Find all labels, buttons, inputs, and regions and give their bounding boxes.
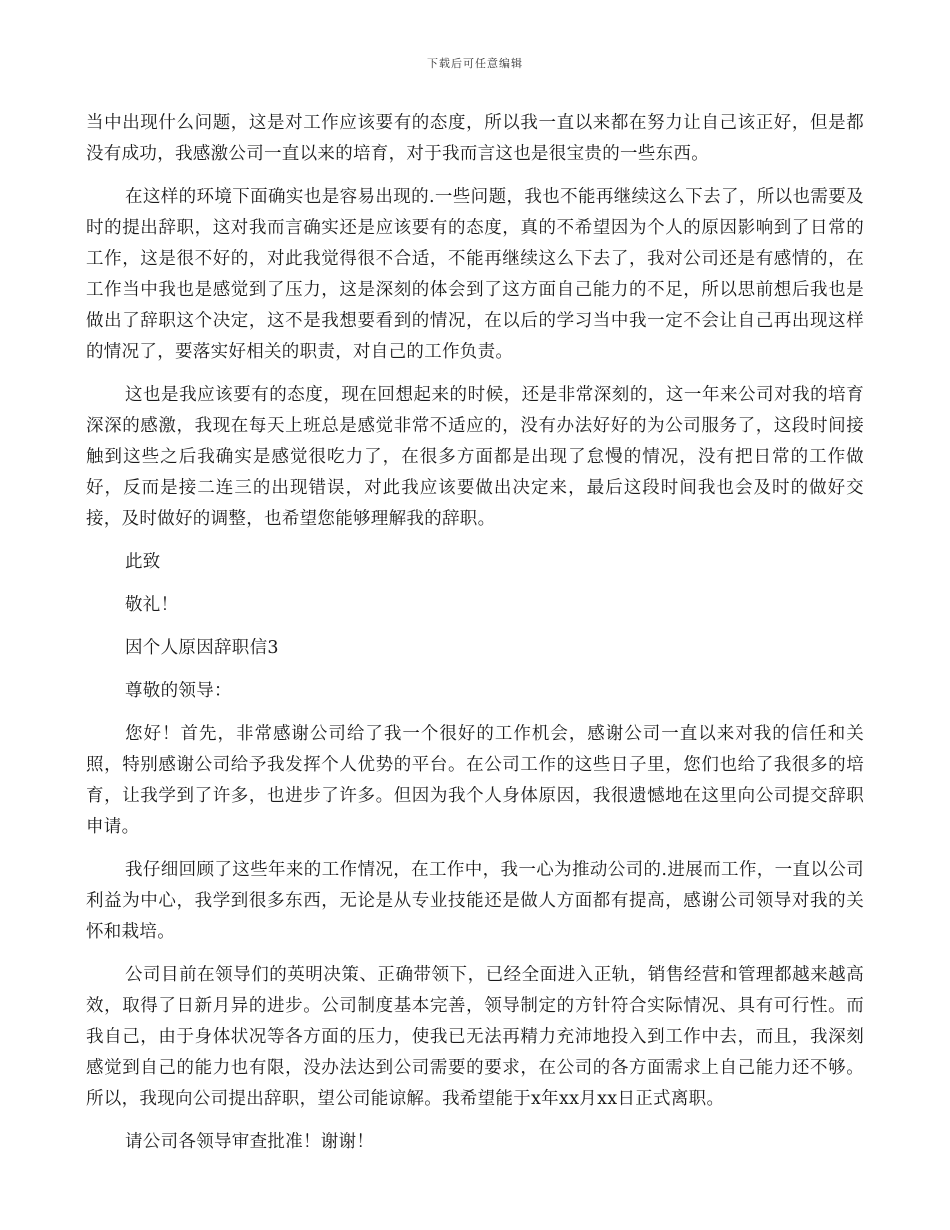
section-title: 因个人原因辞职信3 <box>125 638 279 658</box>
greeting: 尊敬的领导： <box>125 681 232 701</box>
closing-salutation: 此致 <box>125 552 161 572</box>
paragraph-request-approval: 请公司各领导审查批准！谢谢！ <box>125 1132 375 1152</box>
closing-regards: 敬礼！ <box>125 595 179 615</box>
paragraph-review: 我仔细回顾了这些年来的工作情况，在工作中，我一心为推动公司的.进展而工作，一直以公司利益为中心，我学到很多东西，无论是从专业技能还是做人方面都有提高，感谢公司领导对我的关怀和栽培。 <box>86 860 864 942</box>
page-header: 下载后可任意编辑 <box>427 57 523 70</box>
paragraph-company-status: 公司目前在领导们的英明决策、正确带领下，已经全面进入正轨，销售经营和管理都越来越高效，取得了日新月异的进步。公司制度基本完善，领导制定的方针符合实际情况、具有可行性。而我自己，由于身体状况等各方面的压力，使我已无法再精力充沛地投入到工作中去，而且，我深刻感觉到自己的能力也有限，没办法达到公司需要的要求，在公司的各方面需求上自己能力还不够。所以，我现向公司提出辞职，望公司能谅解。我希望能于x年xx月xx日正式离职。 <box>86 965 864 1109</box>
paragraph-resignation-reason: 在这样的环境下面确实也是容易出现的.一些问题，我也不能再继续这么下去了，所以也需要及时的提出辞职，这对我而言确实还是应该要有的态度，真的不希望因为个人的原因影响到了日常的工作，这是很不好的，对此我觉得很不合适，不能再继续这么下去了，我对公司还是有感情的，在工作当中我也是感觉到了压力，这是深刻的体会到了这方面自己能力的不足，所以思前想后我也是做出了辞职这个决定，这不是我想要看到的情况，在以后的学习当中我一定不会让自己再出现这样的情况了，要落实好相关的职责，对自己的工作负责。 <box>86 187 864 362</box>
paragraph-thanks: 您好！首先，非常感谢公司给了我一个很好的工作机会，感谢公司一直以来对我的信任和关照，特别感谢公司给予我发挥个人优势的平台。在公司工作的这些日子里，您们也给了我很多的培育，让我学到了许多，也进步了许多。但因为我个人身体原因，我很遗憾地在这里向公司提交辞职申请。 <box>86 724 864 837</box>
document-body <box>86 108 864 1158</box>
paragraph-attitude: 这也是我应该要有的态度，现在回想起来的时候，还是非常深刻的，这一年来公司对我的培育深深的感激，我现在每天上班总是感觉非常不适应的，没有办法好好的为公司服务了，这段时间接触到这些之后我确实是感觉很吃力了，在很多方面都是出现了怠慢的情况，没有把日常的工作做好，反而是接二连三的出现错误，对此我应该要做出决定来，最后这段时间我也会及时的做好交接，及时做好的调整，也希望您能够理解我的辞职。 <box>86 385 864 529</box>
paragraph-continuation: 当中出现什么问题，这是对工作应该要有的态度，所以我一直以来都在努力让自己该正好，但是都没有成功，我感激公司一直以来的培育，对于我而言这也是很宝贵的一些东西。 <box>86 113 864 164</box>
